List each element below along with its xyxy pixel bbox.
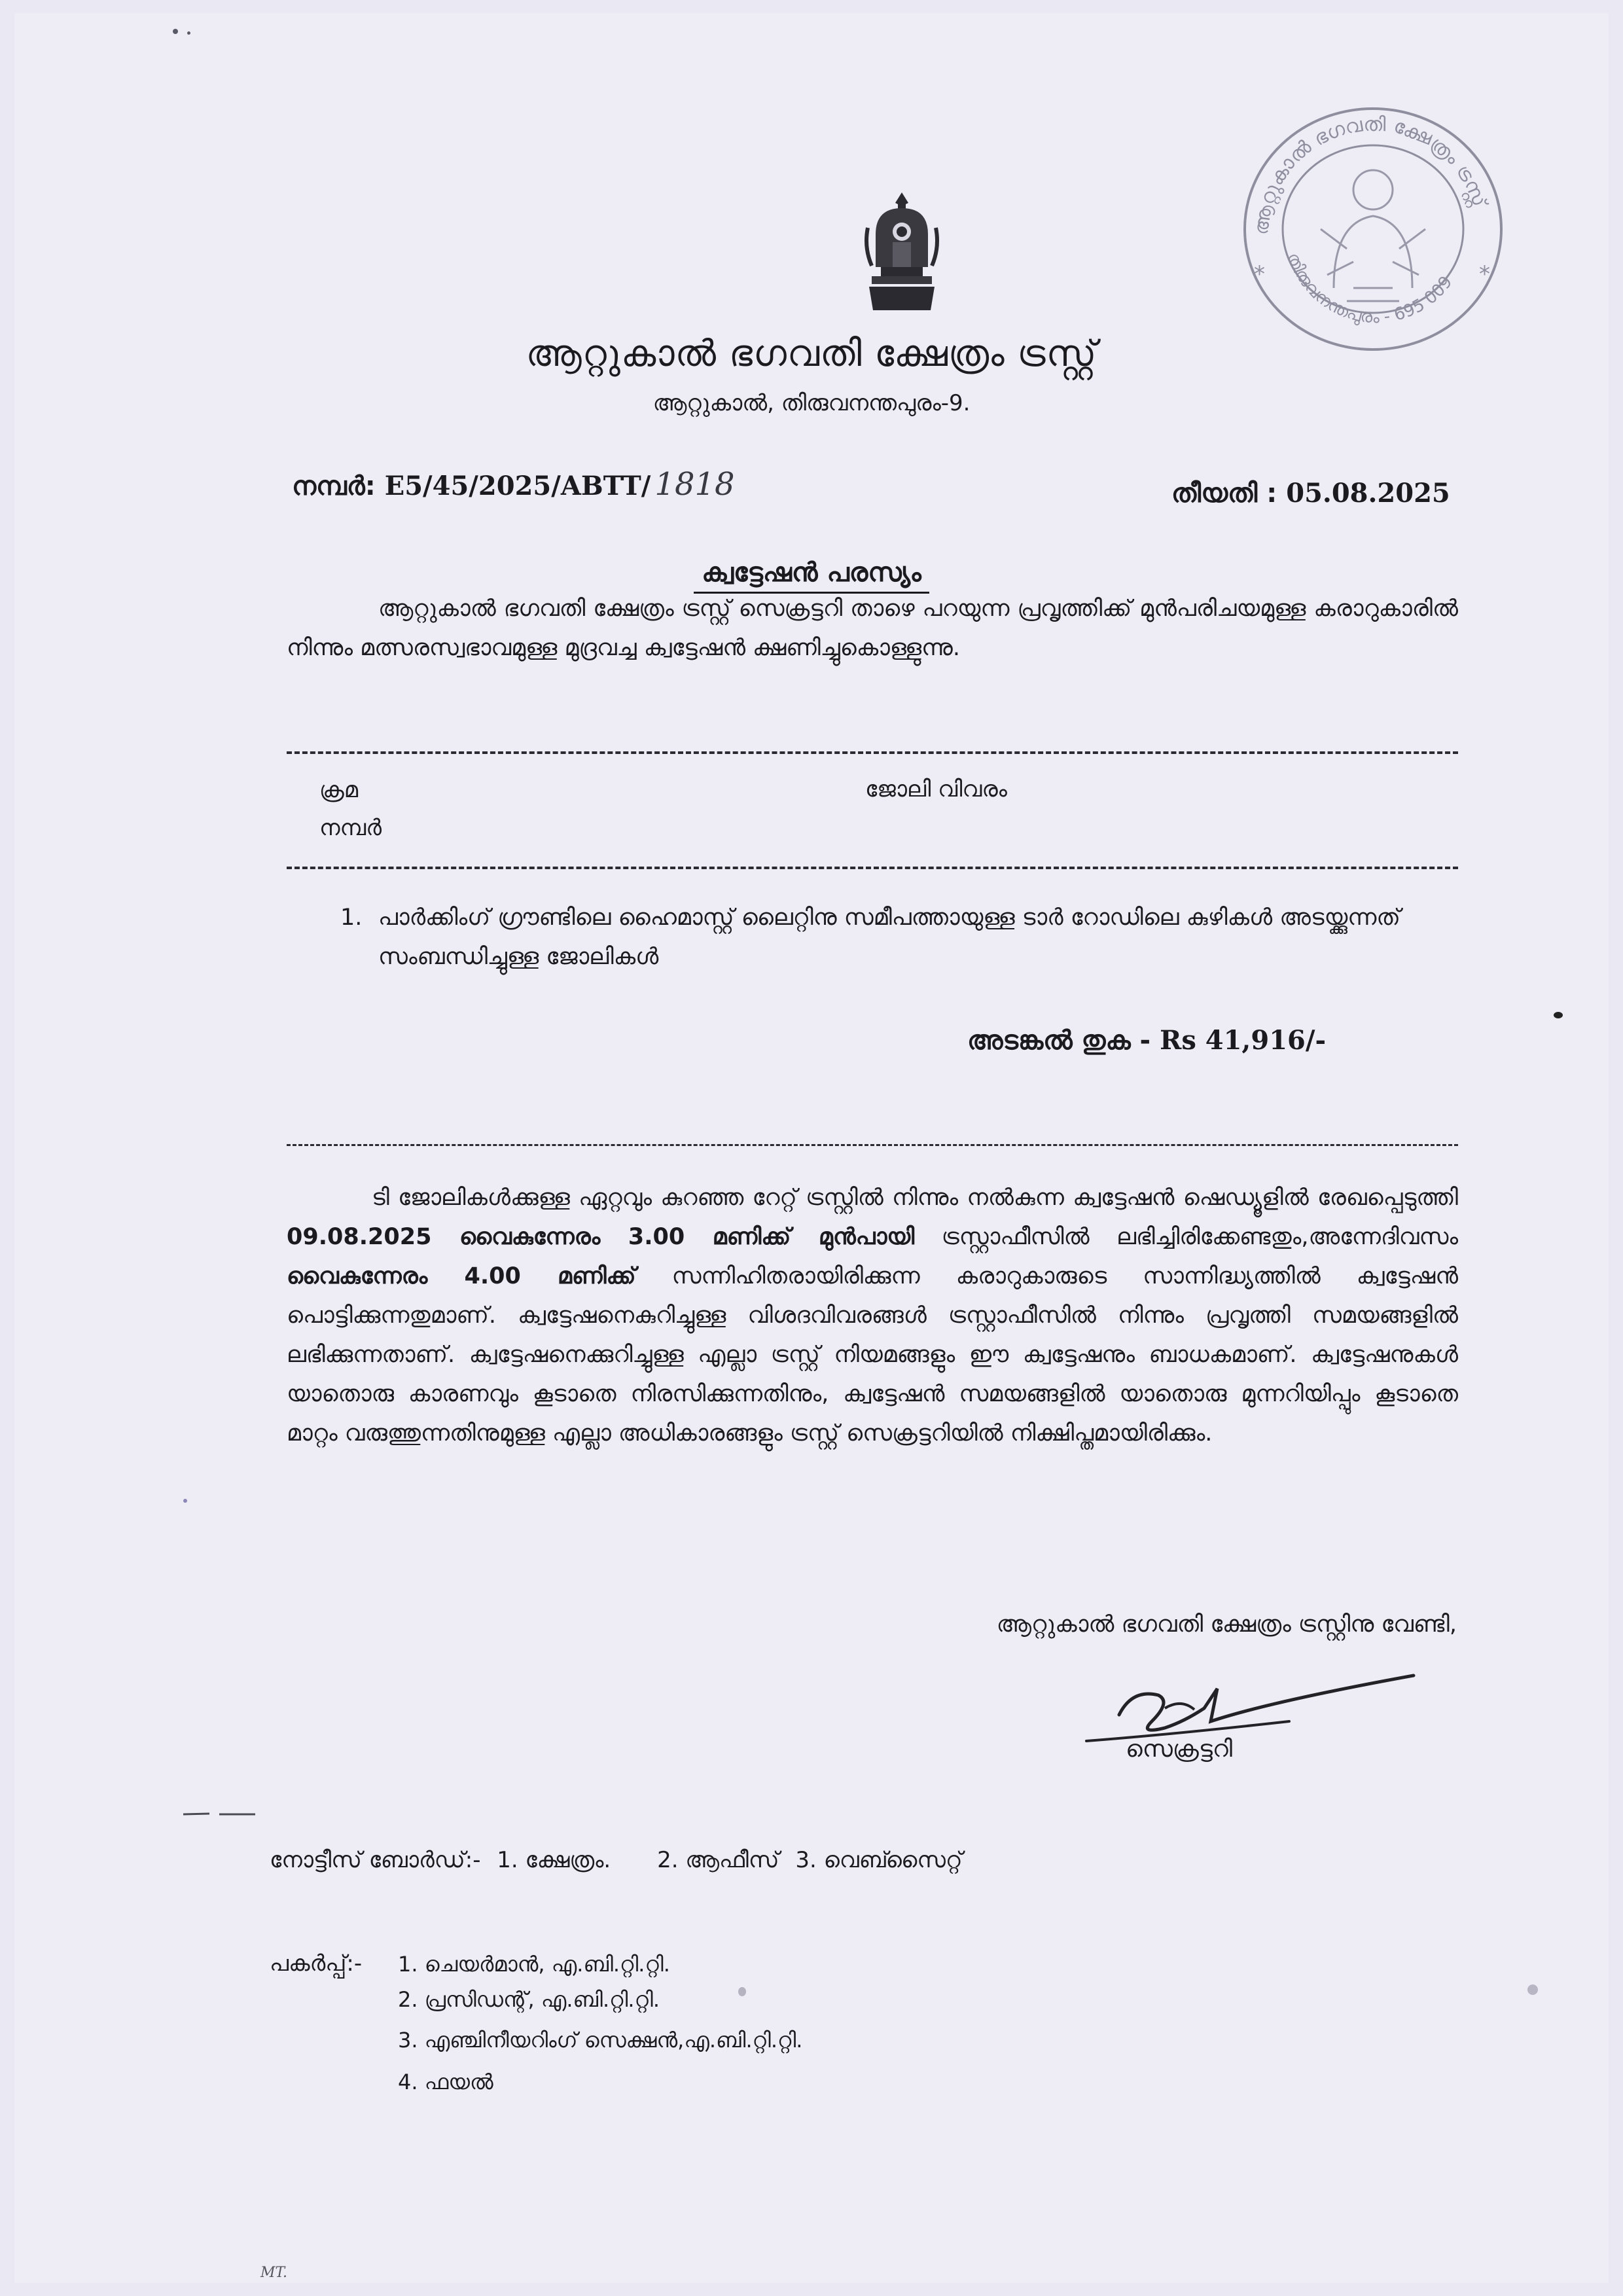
terms-part1: ടി ജോലികൾക്കുള്ള ഏറ്റവും കുറഞ്ഞ റേറ്റ് ട്രസ്റ്റിൽ നിന്നും നൽകുന്ന ക്വട്ടേഷൻ ഷെഡ്യൂളിൽ രേഖപ്പെടുത്തി (372, 1185, 1458, 1211)
copy-item: 1. ചെയർമാൻ, എ.ബി.റ്റി.റ്റി. (398, 1952, 670, 1977)
terms-part3: സന്നിഹിതരായിരിക്കുന്ന കരാറുകാരുടെ സാന്നിദ്ധ്യത്തിൽ ക്വട്ടേഷൻ പൊട്ടിക്കുന്നതുമാണ്. ക്വട്ടേഷനെകുറിച്ചുള്ള വിശദവിവരങ്ങൾ ട്രസ്റ്റാഫീസിൽ നിന്നും പ്രവൃത്തി സമയങ്ങളിൽ ലഭിക്കുന്നതാണ്. ക്വട്ടേഷനെക്കുറിച്ചുള്ള എല്ലാ ട്രസ്റ്റ് നിയമങ്ങളും ഈ ക്വട്ടേഷനും ബാധകമാണ്. ക്വട്ടേഷനുകൾ യാതൊരു കാരണവും കൂടാതെ നിരസിക്കുന്നതിനും, ക്വട്ടേഷൻ സമയങ്ങളിൽ യാതൊരു മുന്നറിയിപ്പും കൂടാതെ മാറ്റം വരുത്തുന്നതിനുമുള്ള എല്ലാ അധികാരങ്ങളും ട്രസ്റ്റ് സെക്രട്ടറിയിൽ നിക്ഷിപ്തമായിരിക്കും. (287, 1263, 1458, 1446)
table-header-rule (287, 867, 1458, 869)
temple-emblem-icon (863, 188, 941, 313)
scan-speck (187, 31, 190, 35)
work-item (340, 898, 1466, 977)
copy-item: 3. എഞ്ചിനീയറിംഗ് സെക്ഷൻ,എ.ബി.റ്റി.റ്റി. (398, 2028, 803, 2053)
scan-speck (738, 1987, 746, 1996)
clerk-initials: MT. (260, 2265, 287, 2281)
total-label: അടങ്കൽ തുക - (967, 1026, 1151, 1056)
col-serial-line2: നമ്പർ (319, 815, 382, 841)
svg-text:*: * (1254, 261, 1265, 287)
work-item-description: പാർക്കിംഗ് ഗ്രൗണ്ടിലെ ഹൈമാസ്റ്റ് ലൈറ്റിനു സമീപത്തായുള്ള ടാർ റോഡിലെ കുഴികൾ അടയ്ക്കുന്നത് സംബന്ധിച്ചുള്ള ജോലികൾ (378, 905, 1400, 970)
intro-paragraph: ആറ്റുകാൽ ഭഗവതി ക്ഷേത്രം ട്രസ്റ്റ് സെക്രട്ടറി താഴെ പറയുന്ന പ്രവൃത്തിക്ക് മുൻപരിചയമുള്ള കരാറുകാരിൽ നിന്നും മത്സരസ്വഭാവമുള്ള മുദ്രവച്ച ക്വട്ടേഷൻ ക്ഷണിച്ചുകൊള്ളുന്നു. (287, 596, 1458, 661)
svg-text:*: * (1479, 261, 1490, 287)
reference-value: E5/45/2025/ABTT/ (384, 471, 651, 501)
opening-time: വൈകുന്നേരം 4.00 മണിക്ക് (287, 1263, 636, 1289)
notice-board-item: 3. വെബ്സൈറ്റ് (795, 1847, 963, 1873)
total-amount (967, 1025, 1326, 1056)
copies-label: പകർപ്പ്:- (270, 1950, 363, 1977)
notice-heading (0, 558, 1623, 588)
section-rule (287, 1144, 1458, 1146)
scan-speck (1554, 1012, 1563, 1018)
scan-speck (183, 1499, 187, 1503)
ink-smear (183, 1812, 255, 1817)
scan-speck (173, 29, 178, 34)
document-date (1171, 478, 1450, 509)
org-address: ആറ്റുകാൽ, തിരുവനന്തപുരം-9. (652, 390, 971, 416)
reference-handwritten-number: 1818 (654, 466, 735, 503)
submission-deadline: 09.08.2025 വൈകുന്നേരം 3.00 മണിക്ക് മുൻപായി (287, 1224, 915, 1250)
notice-board-label: നോട്ടീസ് ബോർഡ്:- (270, 1847, 481, 1873)
terms-part2: ട്രസ്റ്റാഫീസിൽ ലഭിച്ചിരിക്കേണ്ടതും,അന്നേദിവസം (914, 1224, 1458, 1250)
seal-text-bottom: തിരുവനന്തപുരം - 695 009 (1283, 249, 1457, 328)
date-value: 05.08.2025 (1286, 478, 1450, 509)
org-name-title: ആറ്റുകാൽ ഭഗവതി ക്ഷേത്രം ട്രസ്റ്റ് (526, 332, 1097, 375)
seal-text-top: ആറ്റുകാൽ ഭഗവതി ക്ഷേത്രം ട്രസ്റ്റ് (1249, 113, 1491, 237)
terms-paragraph (287, 1178, 1458, 1453)
col-serial-header (319, 771, 382, 847)
col-serial-line1: ക്രമ (319, 777, 359, 803)
on-behalf-line: ആറ്റുകാൽ ഭഗവതി ക്ഷേത്രം ട്രസ്റ്റിനു വേണ്ടി, (996, 1611, 1457, 1638)
table-top-rule (287, 751, 1458, 754)
svg-text:ആറ്റുകാൽ ഭഗവതി ക്ഷേത്രം ട്രസ്റ (1250, 113, 1492, 236)
scan-speck (1527, 1984, 1538, 1995)
date-label: തീയതി : (1171, 478, 1277, 509)
notice-board-item: 1. ക്ഷേത്രം. (497, 1847, 611, 1873)
notice-board-item: 2. ആഫീസ് (657, 1847, 779, 1873)
total-value: Rs 41,916/- (1160, 1025, 1327, 1056)
trust-seal-stamp (1222, 92, 1524, 353)
reference-number (292, 466, 735, 503)
notice-board-line (270, 1847, 972, 1873)
col-work-header: ജോലി വിവരം (865, 776, 1007, 802)
copy-item: 4. ഫയൽ (398, 2070, 493, 2094)
reference-label: നമ്പർ: (292, 471, 376, 501)
secretary-designation: സെക്രട്ടറി (1126, 1736, 1233, 1763)
copy-item: 2. പ്രസിഡന്റ്, എ.ബി.റ്റി.റ്റി. (398, 1987, 660, 2012)
notice-heading-text: ക്വട്ടേഷൻ പരസ്യം (694, 558, 929, 594)
work-item-number: 1. (340, 905, 363, 931)
